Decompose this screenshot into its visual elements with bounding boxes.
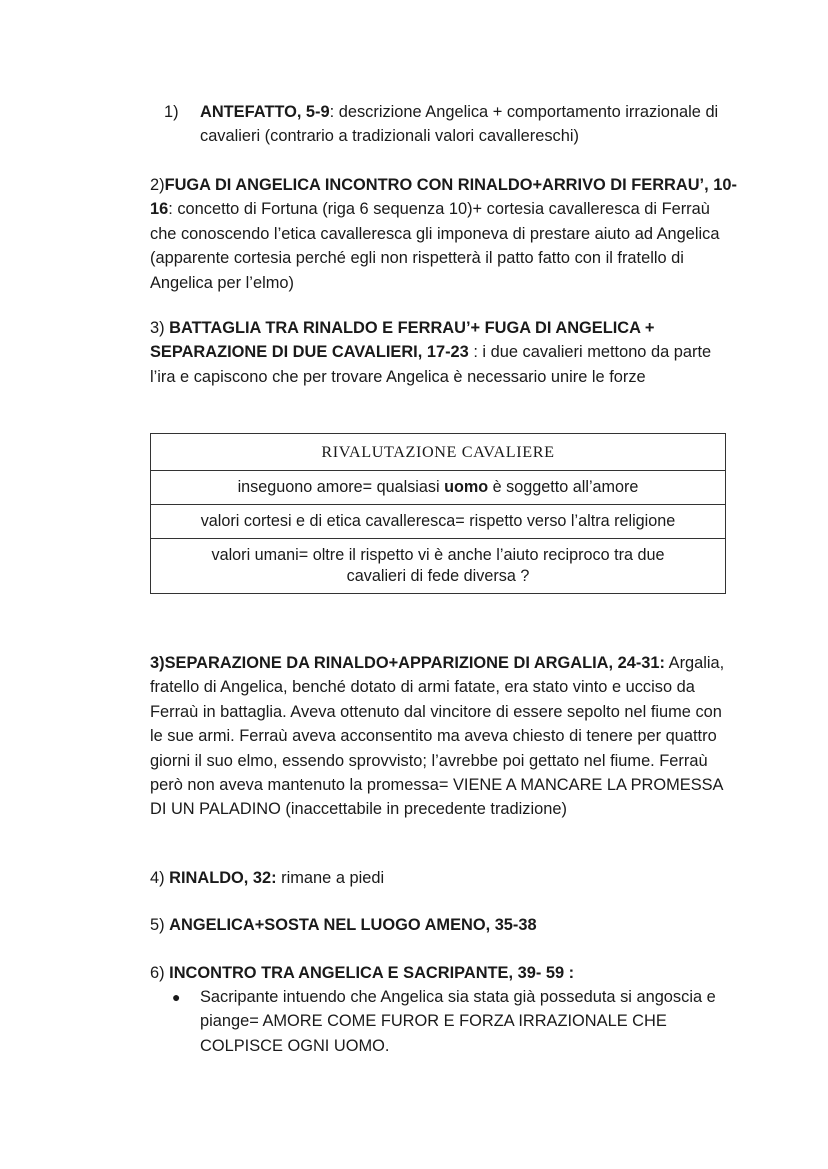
bullet-icon: ● [172, 989, 181, 1005]
cell-text: è soggetto all’amore [488, 478, 639, 496]
table-row [151, 539, 726, 594]
table-row [151, 471, 726, 505]
section-1-number: 1) [164, 103, 179, 121]
section-2-title: FUGA DI ANGELICA INCONTRO CON RINALDO+ARRIVO DI FERRAU’, 10-16 [150, 176, 737, 219]
bullet-text: Sacripante intuendo che Angelica sia stata già posseduta si angoscia e piange= AMORE COME FUROR E FORZA IRRAZIONALE CHE COLPISCE OGNI UOMO. [200, 988, 716, 1055]
table-row [151, 434, 726, 471]
cell-bold-text: uomo [444, 478, 489, 496]
section-2-text: : concetto di Fortuna (riga 6 sequenza 10)+ cortesia cavalleresca di Ferraù che conoscendo l’etica cavalleresca gli imponeva di prestare aiuto ad Angelica (apparente cortesia perché egli non rispetterà il patto fatto con il fratello di Angelica per l’elmo) [150, 200, 720, 292]
section-4 [150, 651, 735, 822]
section-3-title: BATTAGLIA TRA RINALDO E FERRAU’+ FUGA DI ANGELICA + SEPARAZIONE DI DUE CAVALIERI, 17-23 [150, 319, 655, 362]
section-3-number: 3) [150, 319, 170, 337]
rivalutazione-table [150, 433, 726, 594]
table-cell-1 [151, 471, 726, 505]
section-5-text: rimane a piedi [276, 869, 385, 887]
table-row [151, 505, 726, 539]
section-2 [150, 173, 740, 295]
section-3-text: : i due cavalieri mettono da parte l’ira e capiscono che per trovare Angelica è necessario unire le forze [150, 343, 712, 386]
section-6-title: ANGELICA+SOSTA NEL LUOGO AMENO, 35-38 [169, 916, 537, 934]
section-5-title: RINALDO, 32: [169, 869, 277, 887]
section-7-number: 6) [150, 964, 170, 982]
section-4-text: Argalia, fratello di Angelica, benché dotato di armi fatate, era stato vinto e ucciso da Ferraù in battaglia. Aveva ottenuto dal vincitore di essere sepolto nel fiume con le sue armi. Ferraù aveva acconsentito ma aveva chiesto di tenere per quattro giorni il suo elmo, essendo sprovvisto; l’avrebbe poi gettato nel fiume. Ferraù però non aveva mantenuto la promessa= VIENE A MANCARE LA PROMESSA DI UN PALADINO (inaccettabile in precedente tradizione) [150, 654, 725, 819]
section-5 [150, 866, 740, 890]
section-6 [150, 913, 740, 937]
section-2-number: 2) [150, 176, 165, 194]
section-4-number: 3) [150, 654, 165, 672]
section-4-title: SEPARAZIONE DA RINALDO+APPARIZIONE DI ARGALIA, 24-31: [164, 654, 665, 672]
table-header: RIVALUTAZIONE CAVALIERE [151, 434, 726, 471]
section-3 [150, 316, 740, 389]
section-1-title: ANTEFATTO, 5-9 [200, 103, 330, 121]
table-cell-2: valori cortesi e di etica cavalleresca= rispetto verso l’altra religione [151, 505, 726, 539]
section-1 [200, 100, 745, 149]
section-5-number: 4) [150, 869, 170, 887]
section-7-title: INCONTRO TRA ANGELICA E SACRIPANTE, 39- 59 : [169, 964, 575, 982]
section-7 [150, 961, 740, 985]
section-6-number: 5) [150, 916, 170, 934]
table-cell-3: valori umani= oltre il rispetto vi è anche l’aiuto reciproco tra due cavalieri di fede diversa ? [151, 539, 726, 594]
cell-text: inseguono amore= qualsiasi [237, 478, 445, 496]
section-1-text: : descrizione Angelica + comportamento irrazionale di cavalieri (contrario a tradizionali valori cavallereschi) [200, 103, 719, 146]
